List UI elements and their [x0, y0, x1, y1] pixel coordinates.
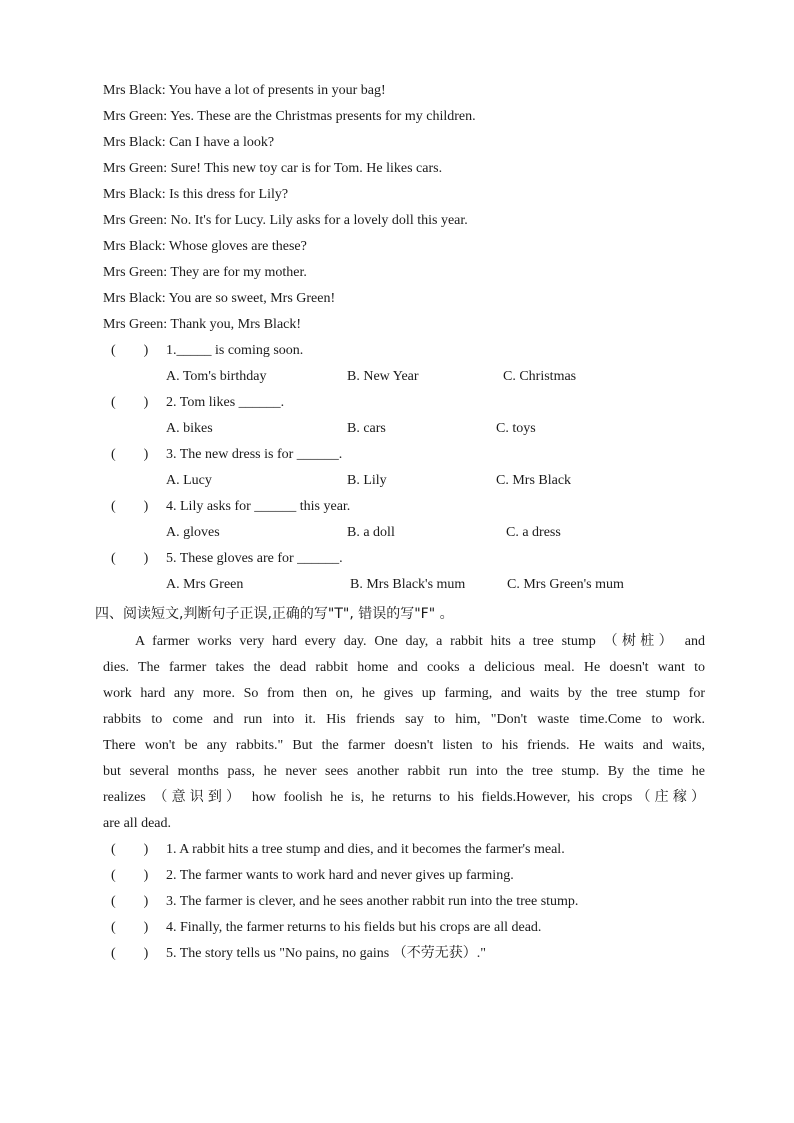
- question-3: [111, 446, 711, 464]
- answer-blank[interactable]: ( ): [111, 395, 149, 410]
- statement-3: [111, 893, 711, 911]
- question-stem: 2. Tom likes ______.: [166, 395, 285, 410]
- option-c: C. Christmas: [503, 369, 577, 384]
- statement-text: 1. A rabbit hits a tree stump and dies, and it becomes the farmer's meal.: [166, 842, 565, 857]
- answer-blank[interactable]: ( ): [111, 551, 149, 566]
- statement-text: 3. The farmer is clever, and he sees another rabbit run into the tree stump.: [166, 894, 579, 909]
- passage-line: dies. The farmer takes the dead rabbit home and cooks a delicious meal. He doesn't want to: [103, 660, 705, 675]
- option-a: A. gloves: [166, 525, 220, 540]
- answer-blank[interactable]: ( ): [111, 894, 149, 909]
- dialogue-line: Mrs Green: No. It's for Lucy. Lily asks for a lovely doll this year.: [103, 213, 468, 228]
- question-stem: 5. These gloves are for ______.: [166, 551, 343, 566]
- dialogue-line: Mrs Black: Can I have a look?: [103, 135, 275, 150]
- statement-text: 5. The story tells us "No pains, no gains （不劳无获）.": [166, 946, 486, 961]
- passage-line: There won't be any rabbits." But the farmer doesn't listen to his friends. He waits and waits,: [103, 738, 705, 753]
- dialogue-line: Mrs Green: They are for my mother.: [103, 265, 307, 280]
- dialogue-line: Mrs Green: Sure! This new toy car is for Tom. He likes cars.: [103, 161, 443, 176]
- dialogue-line: Mrs Green: Thank you, Mrs Black!: [103, 317, 302, 332]
- answer-blank[interactable]: ( ): [111, 343, 149, 358]
- answer-blank[interactable]: ( ): [111, 499, 149, 514]
- option-c: C. toys: [496, 421, 536, 436]
- passage-line: rabbits to come and run into it. His friends say to him, "Don't waste time.Come to work.: [103, 712, 705, 727]
- option-a: A. bikes: [166, 421, 213, 436]
- statement-4: [111, 919, 711, 937]
- dialogue-line: Mrs Black: Whose gloves are these?: [103, 239, 307, 254]
- option-a: A. Tom's birthday: [166, 369, 267, 384]
- statement-5: [111, 945, 711, 963]
- option-b: B. Mrs Black's mum: [350, 577, 466, 592]
- passage-line: are all dead.: [103, 816, 172, 831]
- option-c: C. a dress: [506, 525, 561, 540]
- passage-line: A farmer works very hard every day. One day, a rabbit hits a tree stump （树桩） and: [135, 634, 705, 649]
- dialogue-line: Mrs Black: You are so sweet, Mrs Green!: [103, 291, 336, 306]
- question-2: [111, 394, 711, 412]
- option-b: B. cars: [347, 421, 386, 436]
- dialogue-line: Mrs Black: You have a lot of presents in your bag!: [103, 83, 386, 98]
- passage-line: but several months pass, he never sees another rabbit run into the tree stump. By the time he: [103, 764, 705, 779]
- question-5: [111, 550, 711, 568]
- statement-text: 2. The farmer wants to work hard and never gives up farming.: [166, 868, 514, 883]
- answer-blank[interactable]: ( ): [111, 842, 149, 857]
- answer-blank[interactable]: ( ): [111, 868, 149, 883]
- answer-blank[interactable]: ( ): [111, 920, 149, 935]
- answer-blank[interactable]: ( ): [111, 946, 149, 961]
- option-c: C. Mrs Green's mum: [507, 577, 624, 592]
- option-c: C. Mrs Black: [496, 473, 572, 488]
- question-1: [111, 342, 711, 360]
- statement-text: 4. Finally, the farmer returns to his fields but his crops are all dead.: [166, 920, 542, 935]
- question-stem: 4. Lily asks for ______ this year.: [166, 499, 351, 514]
- statement-2: [111, 867, 711, 885]
- option-b: B. Lily: [347, 473, 387, 488]
- statement-1: [111, 841, 711, 859]
- option-b: B. New Year: [347, 369, 419, 384]
- question-stem: 3. The new dress is for ______.: [166, 447, 343, 462]
- option-a: A. Mrs Green: [166, 577, 244, 592]
- passage-line: work hard any more. So from then on, he gives up farming, and waits by the tree stump for: [103, 686, 705, 701]
- option-b: B. a doll: [347, 525, 395, 540]
- question-stem: 1._____ is coming soon.: [166, 343, 304, 358]
- answer-blank[interactable]: ( ): [111, 447, 149, 462]
- dialogue-line: Mrs Black: Is this dress for Lily?: [103, 187, 289, 202]
- question-4: [111, 498, 711, 516]
- dialogue-line: Mrs Green: Yes. These are the Christmas presents for my children.: [103, 109, 476, 124]
- passage-line: realizes （意识到） how foolish he is, he returns to his fields.However, his crops（庄稼）: [103, 790, 705, 805]
- option-a: A. Lucy: [166, 473, 212, 488]
- section4-heading: 四、阅读短文,判断句子正误,正确的写"T", 错误的写"F" 。: [95, 606, 454, 622]
